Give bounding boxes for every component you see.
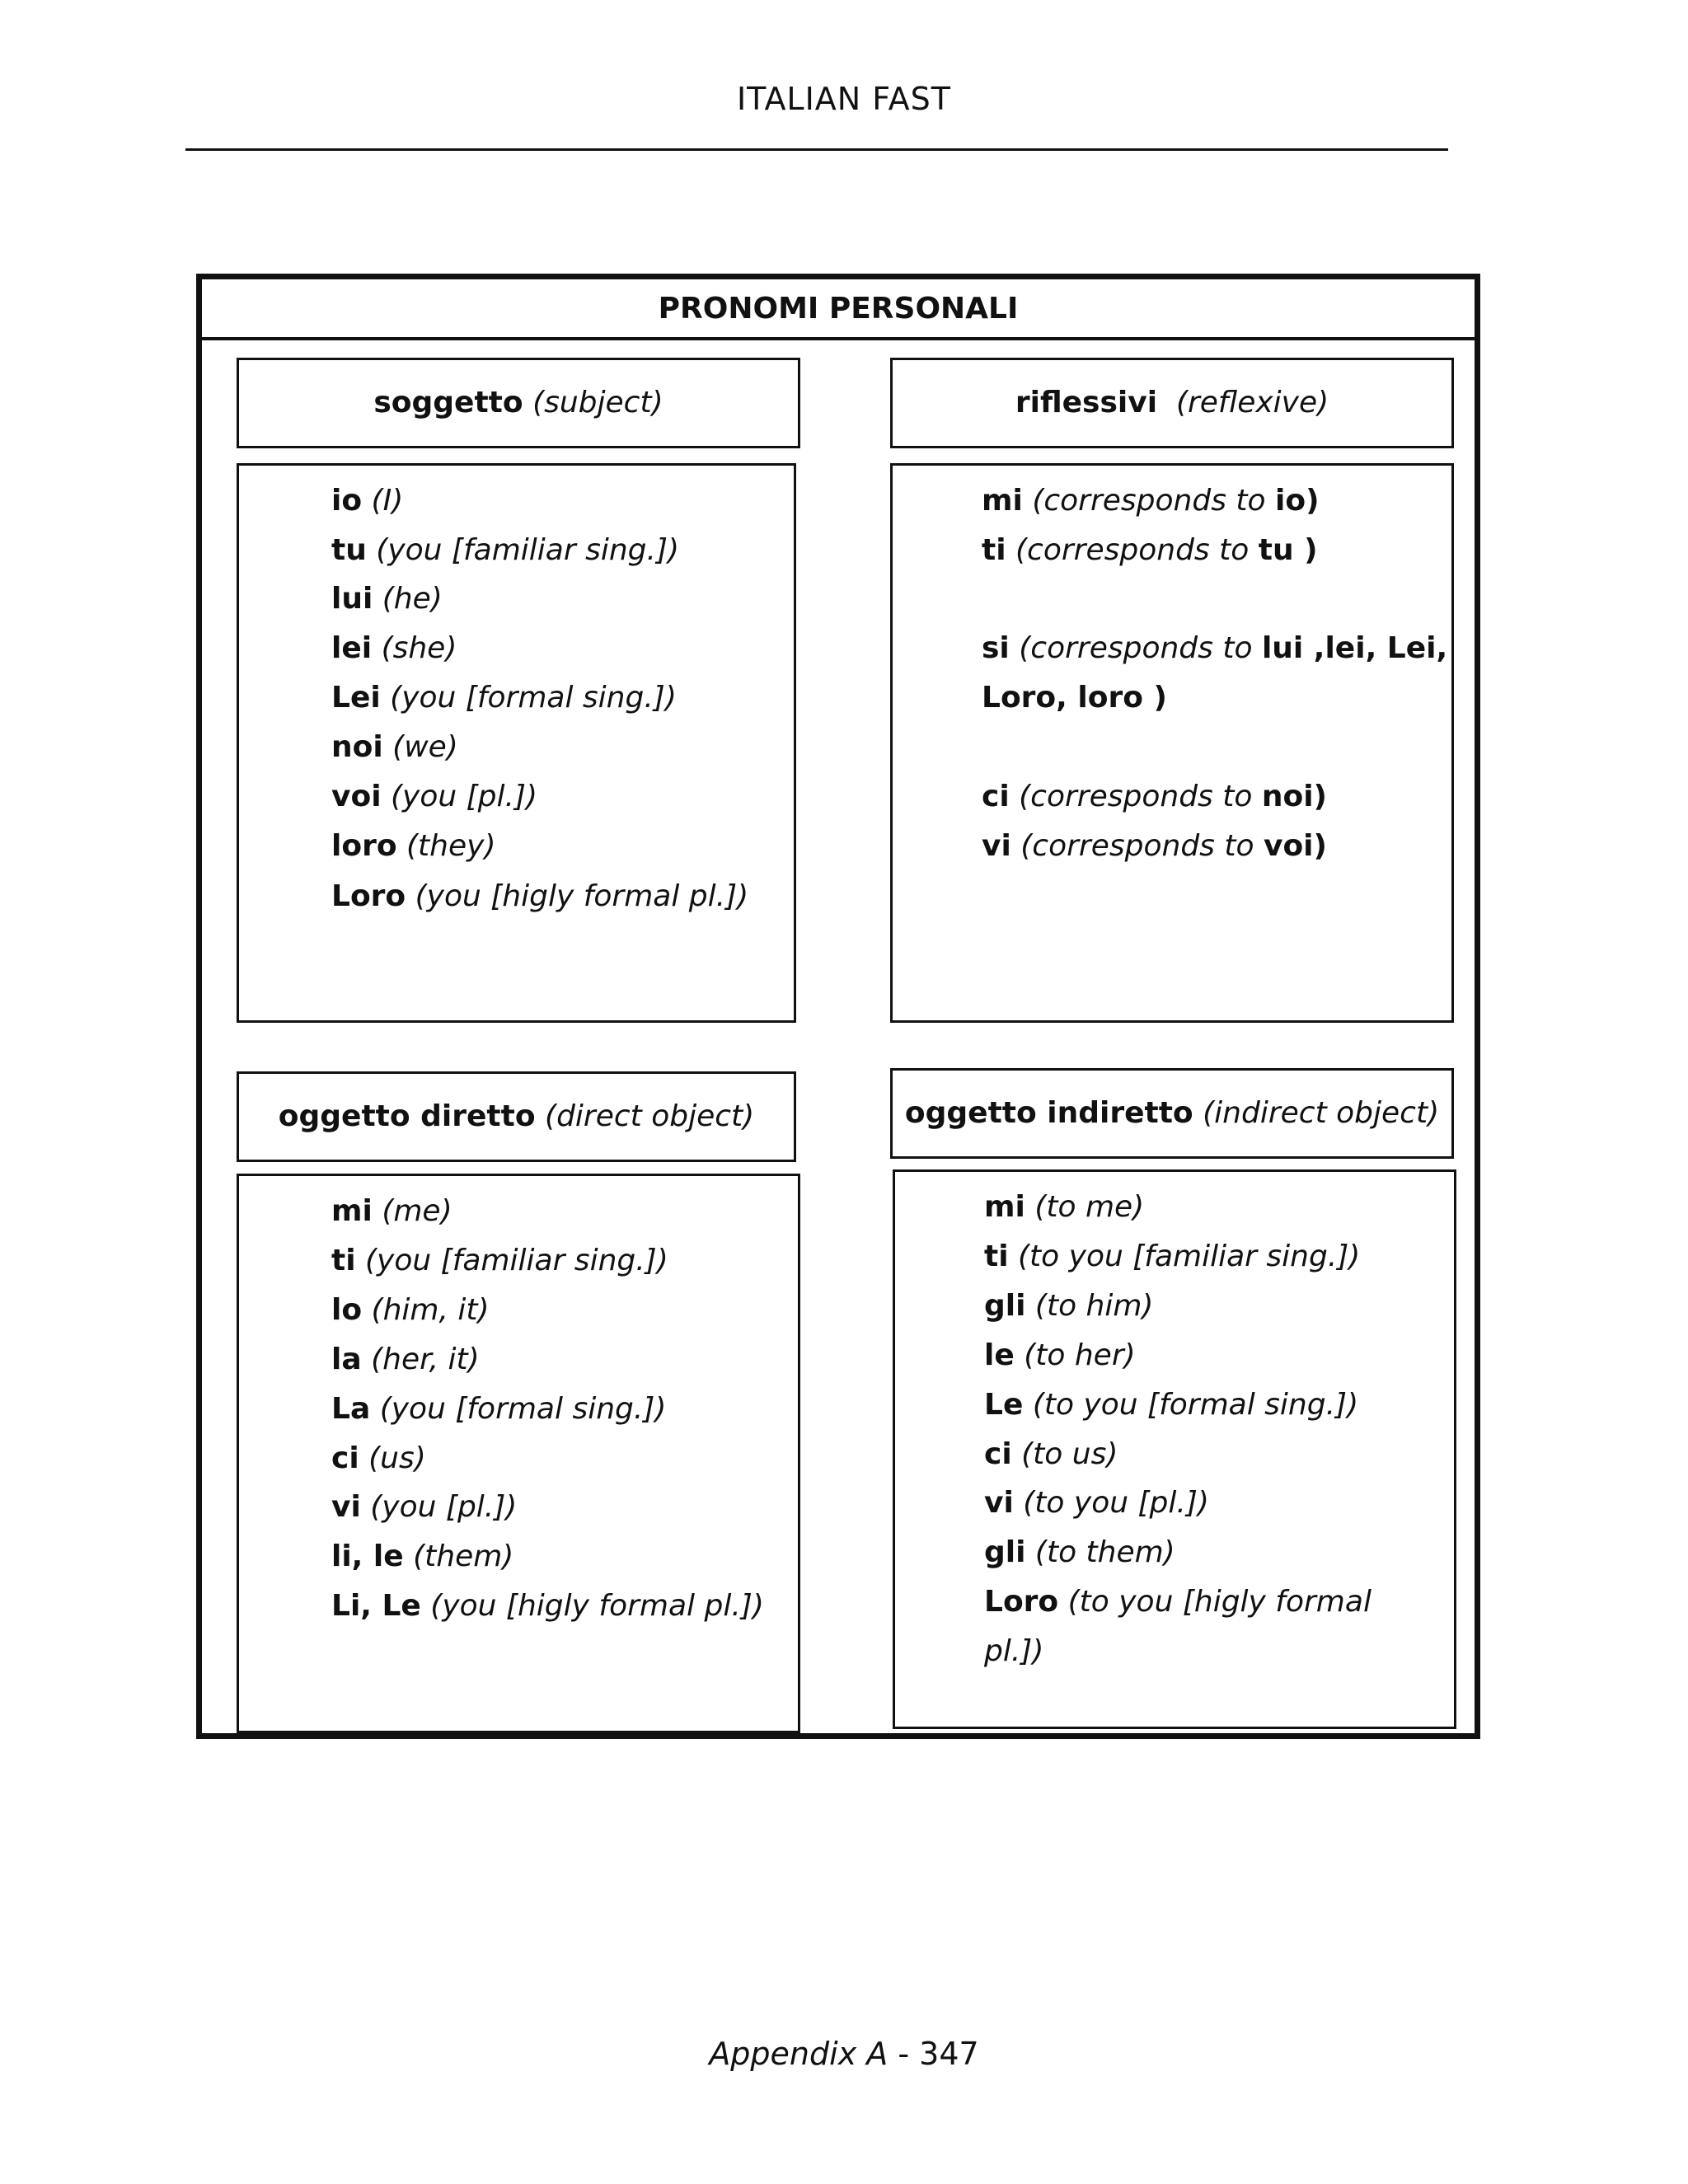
direct-object-header xyxy=(237,1071,796,1162)
list-item: Li, Le (you [higly formal pl.]) xyxy=(331,1589,764,1623)
list-item: vi (you [pl.]) xyxy=(331,1490,518,1524)
list-item: Le (to you [formal sing.]) xyxy=(984,1388,1359,1422)
list-item: vi (to you [pl.]) xyxy=(984,1486,1209,1520)
list-item: Loro, loro ) xyxy=(982,681,1167,715)
list-item: gli (to him) xyxy=(984,1289,1154,1323)
indirect-object-header-word: oggetto indiretto xyxy=(904,1096,1193,1130)
list-item: lui (he) xyxy=(331,582,443,616)
list-item: mi (corresponds to io) xyxy=(982,484,1320,518)
list-item: La (you [formal sing.]) xyxy=(331,1392,667,1426)
list-item: mi (to me) xyxy=(984,1190,1145,1224)
running-head: ITALIAN FAST xyxy=(736,81,952,117)
list-item: ti (to you [familiar sing.]) xyxy=(984,1240,1361,1273)
list-item: Loro (to you [higly formal xyxy=(984,1585,1372,1619)
list-item: la (her, it) xyxy=(331,1343,480,1376)
subject-header xyxy=(237,358,800,448)
table-title: PRONOMI PERSONALI xyxy=(202,279,1475,340)
list-item: tu (you [familiar sing.]) xyxy=(331,533,680,567)
list-item: Lei (you [formal sing.]) xyxy=(331,681,677,715)
header-rule xyxy=(185,148,1448,151)
list-item: lo (him, it) xyxy=(331,1293,490,1327)
list-item: ti (corresponds to tu ) xyxy=(982,533,1318,567)
list-item: io (I) xyxy=(331,484,404,518)
list-item: noi (we) xyxy=(331,730,458,764)
footer-separator: - xyxy=(888,2036,920,2072)
list-item: ti (you [familiar sing.]) xyxy=(331,1244,668,1277)
list-item: lei (she) xyxy=(331,631,457,665)
indirect-object-list xyxy=(893,1169,1456,1729)
list-item: gli (to them) xyxy=(984,1535,1175,1569)
list-item: pl.]) xyxy=(984,1634,1044,1668)
list-item: le (to her) xyxy=(984,1338,1136,1372)
page-footer xyxy=(0,2036,1688,2072)
indirect-object-header xyxy=(890,1068,1454,1159)
subject-header-gloss: (subject) xyxy=(532,386,663,419)
subject-header-word: soggetto xyxy=(373,386,523,419)
reflexive-header-gloss: (reflexive) xyxy=(1175,386,1329,419)
list-item: ci (to us) xyxy=(984,1437,1118,1471)
list-item: loro (they) xyxy=(331,829,496,863)
pronouns-table xyxy=(196,274,1480,1739)
list-item: ci (corresponds to noi) xyxy=(982,780,1328,813)
list-item: ci (us) xyxy=(331,1441,426,1475)
appendix-label: Appendix A xyxy=(709,2036,889,2072)
indirect-object-header-gloss: (indirect object) xyxy=(1203,1096,1440,1130)
list-item: voi (you [pl.]) xyxy=(331,780,538,813)
page-number: 347 xyxy=(919,2036,979,2072)
reflexive-header-word: riflessivi xyxy=(1015,386,1158,419)
list-item: Loro (you [higly formal pl.]) xyxy=(331,879,749,913)
list-item: li, le (them) xyxy=(331,1540,514,1573)
direct-object-list xyxy=(237,1174,800,1733)
list-item: vi (corresponds to voi) xyxy=(982,829,1327,863)
reflexive-header xyxy=(890,358,1454,448)
direct-object-header-gloss: (direct object) xyxy=(545,1099,755,1133)
subject-list xyxy=(237,463,796,1023)
direct-object-header-word: oggetto diretto xyxy=(278,1099,536,1133)
list-item: si (corresponds to lui ,lei, Lei, xyxy=(982,631,1448,665)
list-item: mi (me) xyxy=(331,1194,452,1228)
reflexive-list xyxy=(890,463,1454,1023)
